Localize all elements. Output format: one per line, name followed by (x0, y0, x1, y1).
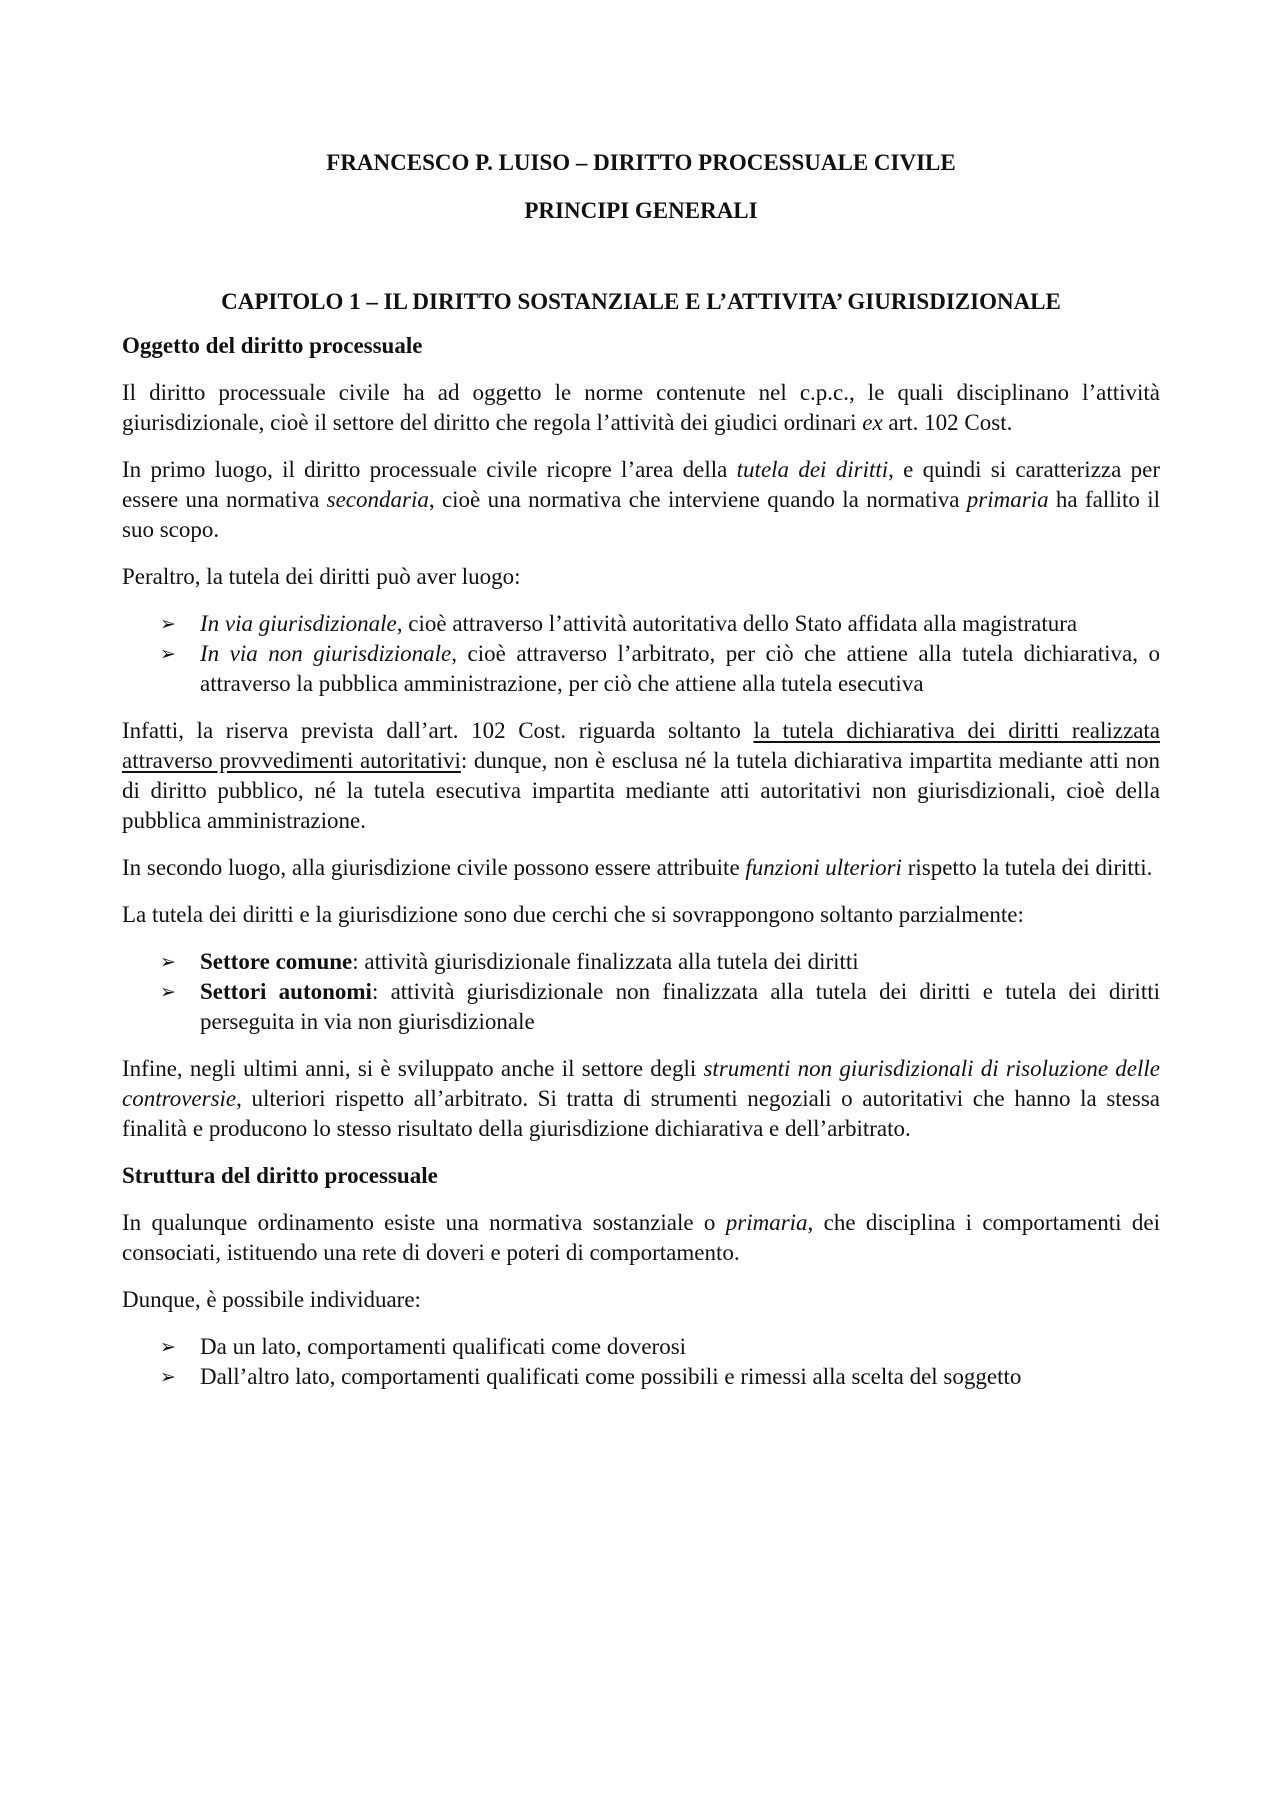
document-title: FRANCESCO P. LUISO – DIRITTO PROCESSUALE CIVILE (326, 150, 956, 175)
section-heading-struttura: Struttura del diritto processuale (122, 1163, 438, 1188)
text-run: Dall’altro lato, comportamenti qualificati come possibili e rimessi alla scelta del soggetto (200, 1364, 1022, 1389)
text-run: Infine, negli ultimi anni, si è sviluppato anche il settore degli (122, 1056, 704, 1081)
italic-text: strumenti non giurisdizionali di risoluzione delle controversie (122, 1056, 1160, 1111)
bullet-list-tutela (122, 609, 1160, 699)
text-run: , cioè una normativa che interviene quando la normativa (428, 487, 967, 512)
paragraph-dunque: Dunque, è possibile individuare: (122, 1287, 421, 1312)
list-item (122, 1332, 1160, 1362)
section-heading-oggetto: Oggetto del diritto processuale (122, 333, 423, 358)
italic-text: funzioni ulteriori (745, 855, 902, 880)
arrowhead-bullet-icon: ➢ (160, 643, 176, 665)
italic-text: primaria (725, 1210, 808, 1235)
italic-text: In via non giurisdizionale (200, 641, 452, 666)
text-run: In qualunque ordinamento esiste una normativa sostanziale o (122, 1210, 726, 1235)
text-run: : dunque, non è esclusa né la tutela dichiarativa impartita mediante atti non di diritto pubblico, né la tutela esecutiva impartita mediante atti autoritativi non giurisdizionali, cioè della pubblica amministrazione. (122, 748, 1161, 833)
underlined-text: la tutela dichiarativa dei diritti realizzata attraverso provvedimenti autoritativi (122, 718, 1160, 773)
text-run: Infatti, la riserva prevista dall’art. 102 Cost. riguarda soltanto (122, 718, 754, 743)
document-subtitle: PRINCIPI GENERALI (524, 198, 758, 223)
italic-text: primaria (966, 487, 1049, 512)
paragraph-oggetto-intro (122, 378, 1160, 438)
text-run: , cioè attraverso l’attività autoritativa dello Stato affidata alla magistratura (396, 611, 1078, 636)
paragraph-peraltro: Peraltro, la tutela dei diritti può aver luogo: (122, 564, 521, 589)
list-item (122, 977, 1160, 1037)
list-item (122, 947, 1160, 977)
text-run: ha fallito il suo scopo. (122, 487, 1160, 542)
list-item (122, 609, 1160, 639)
text-run: , cioè attraverso l’arbitrato, per ciò che attiene alla tutela dichiarativa, o attraverso la pubblica amministrazione, per ciò che attiene alla tutela esecutiva (200, 641, 1160, 696)
paragraph-secondo-luogo (122, 853, 1160, 883)
paragraph-primo-luogo (122, 455, 1160, 545)
arrowhead-bullet-icon: ➢ (160, 1336, 176, 1358)
list-item (122, 1362, 1160, 1392)
text-run: In secondo luogo, alla giurisdizione civile possono essere attribuite (122, 855, 746, 880)
bold-text: Settori autonomi (200, 979, 372, 1004)
bullet-list-settori (122, 947, 1160, 1037)
text-run: rispetto la tutela dei diritti. (901, 855, 1153, 880)
paragraph-ordinamento (122, 1208, 1160, 1268)
text-run: Il diritto processuale civile ha ad oggetto le norme contenute nel c.p.c., le quali disciplinano l’attività giurisdizionale, cioè il settore del diritto che regola l’attività dei giudici ordinari (122, 380, 1160, 435)
bold-text: Settore comune (200, 949, 353, 974)
italic-text: In via giurisdizionale (200, 611, 397, 636)
paragraph-cerchi: La tutela dei diritti e la giurisdizione sono due cerchi che si sovrappongono soltanto parzialmente: (122, 902, 1024, 927)
text-run: In primo luogo, il diritto processuale civile ricopre l’area della (122, 457, 737, 482)
list-item (122, 639, 1160, 699)
arrowhead-bullet-icon: ➢ (160, 1366, 176, 1388)
text-run: , e quindi si caratterizza per essere una normativa (122, 457, 1160, 512)
chapter-title: CAPITOLO 1 – IL DIRITTO SOSTANZIALE E L’ATTIVITA’ GIURISDIZIONALE (221, 289, 1061, 314)
text-run: , ulteriori rispetto all’arbitrato. Si tratta di strumenti negoziali o autoritativi che hanno la stessa finalità e producono lo stesso risultato della giurisdizione dichiarativa e dell’arbitrato. (122, 1086, 1160, 1141)
italic-text: secondaria (326, 487, 429, 512)
text-run: Da un lato, comportamenti qualificati come doverosi (200, 1334, 687, 1359)
arrowhead-bullet-icon: ➢ (160, 951, 176, 973)
text-run: : attività giurisdizionale finalizzata alla tutela dei diritti (352, 949, 859, 974)
arrowhead-bullet-icon: ➢ (160, 613, 176, 635)
paragraph-infatti (122, 716, 1160, 836)
text-run: : attività giurisdizionale non finalizzata alla tutela dei diritti e tutela dei diritti perseguita in via non giurisdizionale (200, 979, 1160, 1034)
arrowhead-bullet-icon: ➢ (160, 981, 176, 1003)
italic-text: tutela dei diritti (736, 457, 889, 482)
bullet-list-comportamenti (122, 1332, 1160, 1392)
italic-text: ex (862, 410, 883, 435)
text-run: art. 102 Cost. (882, 410, 1013, 435)
text-run: , che disciplina i comportamenti dei consociati, istituendo una rete di doveri e poteri di comportamento. (122, 1210, 1160, 1265)
paragraph-infine (122, 1054, 1160, 1144)
